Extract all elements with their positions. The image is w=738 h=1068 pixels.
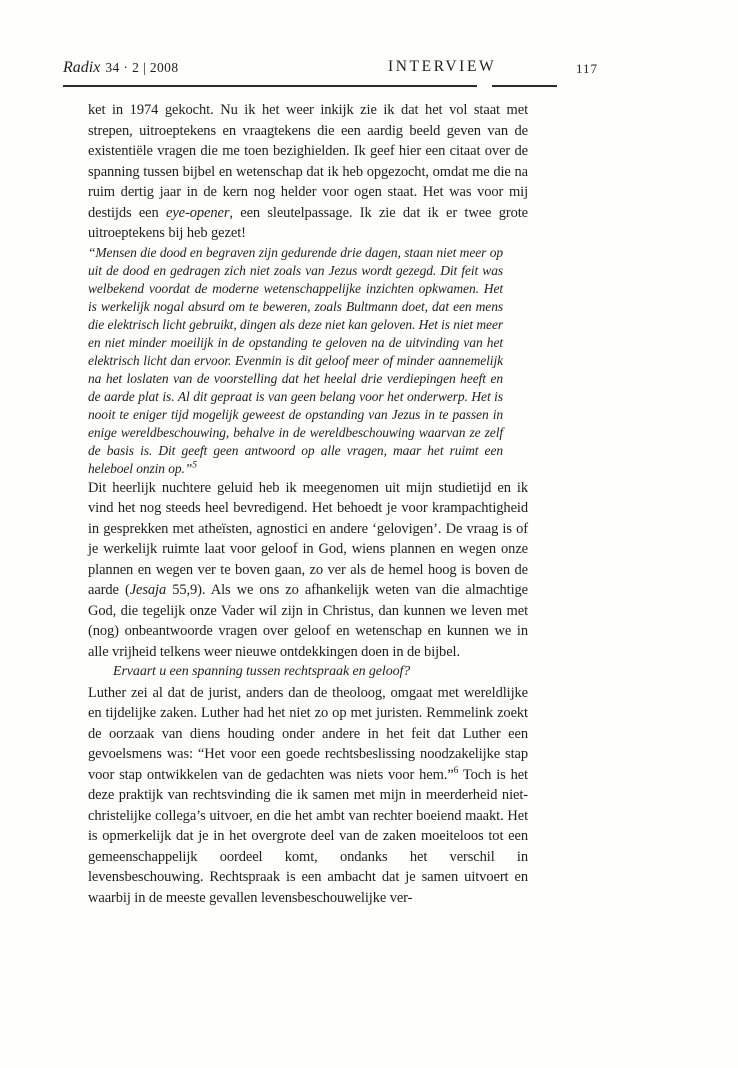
header-rule-left [63, 85, 477, 87]
body-text [88, 100, 528, 908]
paragraph-3 [88, 683, 528, 909]
interview-question: Ervaart u een spanning tussen rechtspraak en geloof? [113, 664, 411, 679]
paragraph-2 [88, 478, 528, 663]
paragraph-2-text-b: 55,9). Als we ons zo afhankelijk weten van die almachtige God, die tegelijk onze Vader wil zijn in Christus, dan kunnen we leven met (nog) onbeantwoorde vragen over geloof en wetenschap en kunnen we in alle vrijheid telkens weer nieuwe ontdekkingen doen in de bijbel. [88, 582, 528, 660]
quote-text: “Mensen die dood en begraven zijn gedurende drie dagen, staan niet meer op uit de dood en gedragen zich niet zoals van Jezus wordt gezegd. Dit feit was welbekend voordat de moderne wetenschappelijke inzichten opkwamen. Het is werkelijk nogal absurd om te beweren, zoals Bultmann doet, dat een mens die elektrisch licht gebruikt, dingen als deze niet kan geloven. Het is niet meer en niet minder moeilijk in de opstanding te geloven na de uitvinding van het elektrisch licht dan ervoor. Evenmin is dit geloof meer of minder aannemelijk na het loslaten van de voorstelling dat het heelal drie verdiepingen heeft en de aarde plat is. Al dit gepraat is van geen belang voor het onderwerp. Het is nooit te eniger tijd mogelijk geweest de opstanding van Jezus in te passen in enige wereldbeschouwing, behalve in de wereldbeschouwing waarvan ze zelf de basis is. Dit geeft geen antwoord op alle vragen, maar het ruimt een heleboel onzin op.” [88, 244, 503, 476]
paragraph-1-text-b: , een sleutelpassage. Ik zie dat ik er twee grote uitroeptekens bij heb gezet! [88, 204, 528, 241]
paragraph-1 [88, 100, 528, 244]
journal-issue: 34 · 2 | 2008 [105, 60, 179, 75]
page-number: 117 [575, 61, 598, 76]
journal-name: Radix [63, 59, 101, 76]
emphasis-jesaja: Jesaja [129, 582, 167, 598]
footnote-ref-6: 6 [453, 765, 459, 776]
footnote-ref-5: 5 [192, 460, 197, 470]
paragraph-2-text-a: Dit heerlijk nuchtere geluid heb ik meegenomen uit mijn studietijd en ik vind het nog steeds heel bevredigend. Het behoedt je voor krampachtigheid in gesprekken met atheïsten, agnostici en andere ‘gelovigen’. De vraag is of je werkelijk ruimte laat voor geloof in God, wiens plannen en wegen onze plannen en wegen ver te boven gaan, zo ver als de hemel hoog is boven de aarde ( [88, 479, 528, 598]
section-label: INTERVIEW [388, 58, 497, 75]
paragraph-3-text-a: Luther zei al dat de jurist, anders dan de theoloog, omgaat met wereldlijke en tijdelijke zaken. Luther had het niet zo op met juristen. Remmelink zoekt de oorzaak van diens houding onder andere in het feit dat Luther een gevoelsmens was: “Het voor een goede rechtsbeslissing noodzakelijke stap voor stap ontwikkelen van de gedachten was niets voor hem.” [88, 684, 528, 783]
paragraph-3-text-b: Toch is het deze praktijk van rechtsvinding die ik samen met mijn in meerderheid niet-christelijke collega’s uitvoer, en die het ambt van rechter boeiend maakt. Het is opmerkelijk dat je in het overgrote deel van de zaken moeiteloos tot een gemeenschappelijk oordeel komt, ondanks het verschil in levensbeschouwing. Rechtspraak is een ambacht dat je samen uitvoert en waarbij in de meeste gevallen levensbeschouwelijke ver- [88, 766, 528, 906]
header-rule-right [492, 85, 557, 87]
page-header [63, 58, 598, 92]
journal-title [63, 59, 178, 77]
paragraph-1-text-a: ket in 1974 gekocht. Nu ik het weer inkijk zie ik dat het vol staat met strepen, uitroeptekens en vraagtekens die een aardig beeld geven van de existentiële vragen die me toen bezighielden. Ik geef hier een citaat over de spanning tussen bijbel en wetenschap dat ik heb opgezocht, omdat me die na ruim dertig jaar in de kern nog helder voor ogen staat. Het was voor mij destijds een [88, 102, 528, 221]
pull-quote [88, 244, 503, 478]
emphasis-eye-opener: eye-opener [165, 204, 230, 221]
